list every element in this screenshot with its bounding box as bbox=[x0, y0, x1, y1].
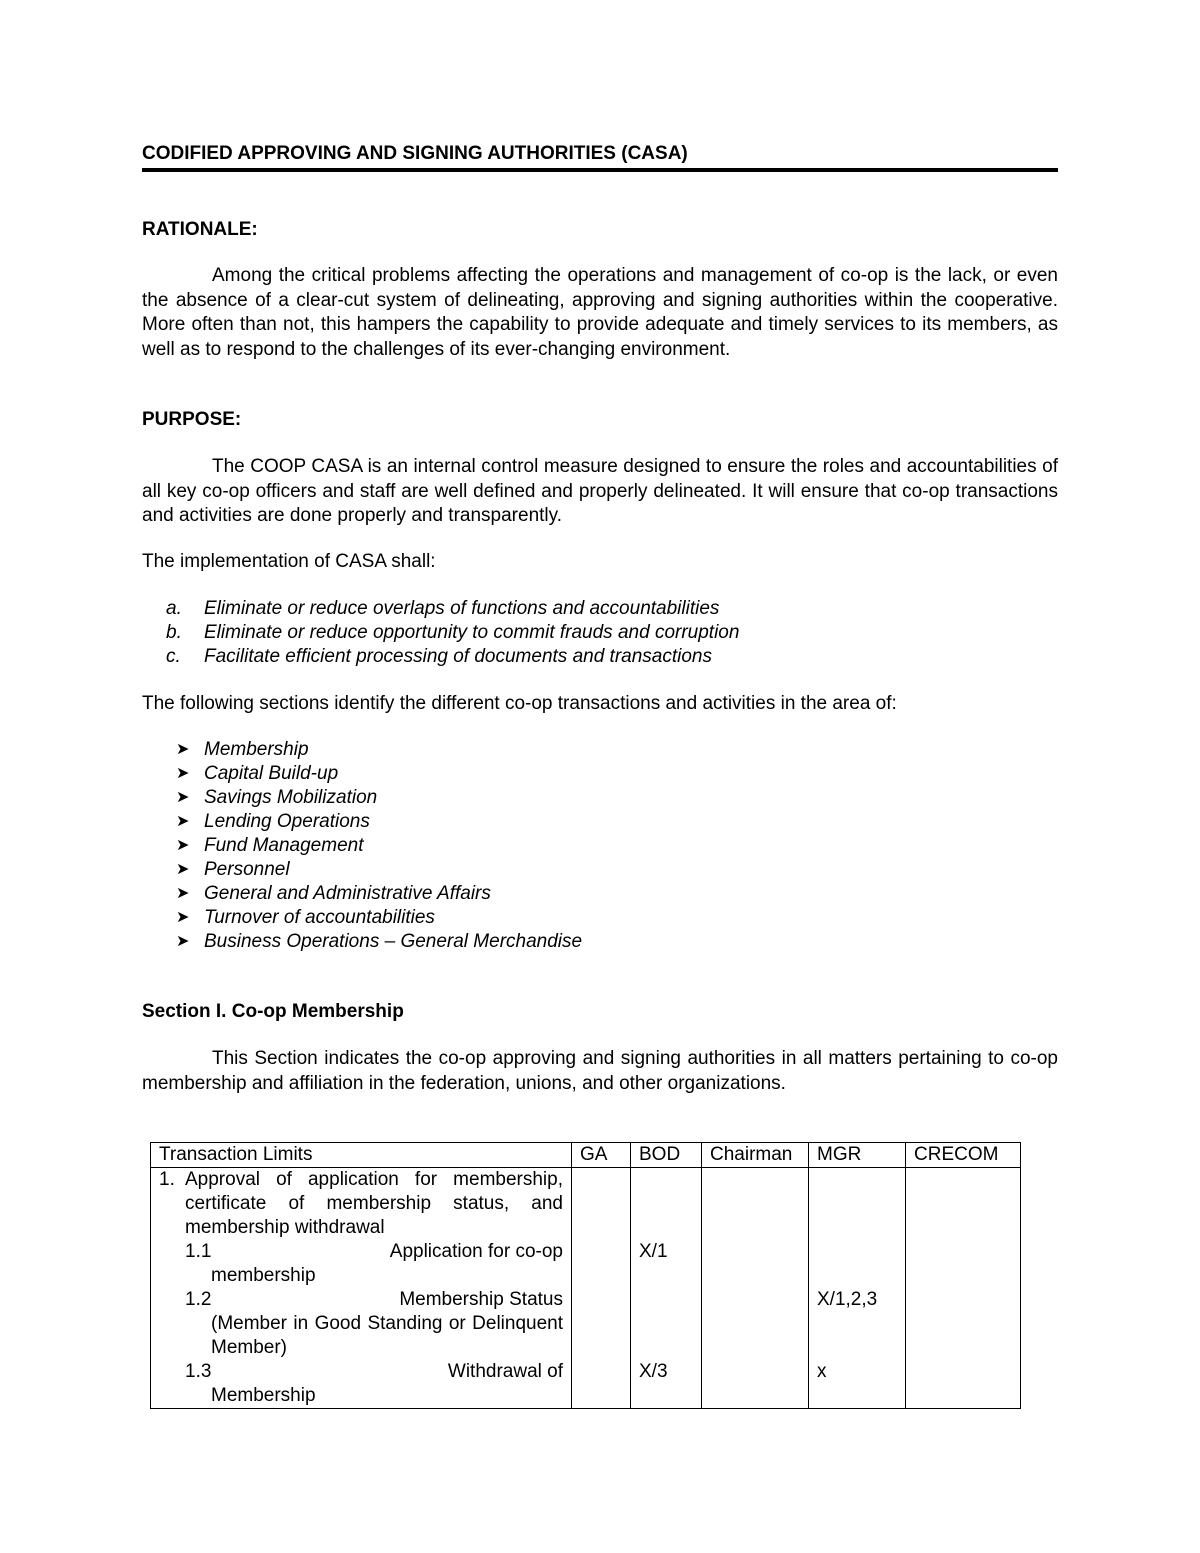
implementation-intro: The implementation of CASA shall: bbox=[142, 551, 436, 572]
list-item: c. Facilitate efficient processing of documents and transactions bbox=[166, 646, 712, 667]
table-header-row bbox=[151, 1143, 1021, 1168]
table-row bbox=[151, 1168, 1021, 1409]
arrow-bullet-icon: ➤ bbox=[176, 861, 190, 878]
column-header: Chairman bbox=[702, 1143, 809, 1168]
list-item: ➤ Personnel bbox=[176, 859, 290, 880]
column-header: Transaction Limits bbox=[151, 1143, 572, 1168]
crecom-cell bbox=[906, 1168, 1021, 1409]
column-header: GA bbox=[572, 1143, 631, 1168]
list-item: a. Eliminate or reduce overlaps of functions and accountabilities bbox=[166, 598, 720, 619]
list-item: ➤ Lending Operations bbox=[176, 811, 370, 832]
document-title: CODIFIED APPROVING AND SIGNING AUTHORITIES (CASA) bbox=[142, 142, 1058, 172]
implementation-list bbox=[166, 597, 739, 669]
section1-paragraph: This Section indicates the co-op approving and signing authorities in all matters pertaining to co-op membership and affiliation in the federation, unions, and other organizations. bbox=[142, 1048, 1058, 1094]
item-1: 1. Approval of application for membership, certificate of membership status, and membership withdrawal bbox=[159, 1169, 563, 1238]
ga-cell bbox=[572, 1168, 631, 1409]
subitem-1-3: 1.3 Withdrawal of Membership bbox=[185, 1361, 563, 1406]
transaction-cell bbox=[151, 1168, 572, 1409]
bod-mark-1-1: X/1 bbox=[639, 1241, 668, 1262]
arrow-bullet-icon: ➤ bbox=[176, 837, 190, 854]
arrow-bullet-icon: ➤ bbox=[176, 813, 190, 830]
list-item: ➤ Capital Build-up bbox=[176, 763, 339, 784]
arrow-bullet-icon: ➤ bbox=[176, 789, 190, 806]
authority-table bbox=[150, 1142, 1021, 1409]
chairman-cell bbox=[702, 1168, 809, 1409]
subitem-1-1: 1.1 Application for co-op membership bbox=[185, 1241, 563, 1286]
list-item: b. Eliminate or reduce opportunity to commit frauds and corruption bbox=[166, 622, 740, 643]
list-item: ➤ Turnover of accountabilities bbox=[176, 907, 435, 928]
arrow-bullet-icon: ➤ bbox=[176, 885, 190, 902]
list-item: ➤ Business Operations – General Merchandise bbox=[176, 931, 583, 952]
mgr-cell bbox=[809, 1168, 906, 1409]
list-item: ➤ Savings Mobilization bbox=[176, 787, 378, 808]
sections-intro: The following sections identify the different co-op transactions and activities in the area of: bbox=[142, 693, 897, 714]
subitem-1-2: 1.2 Membership Status (Member in Good Standing or Delinquent Member) bbox=[185, 1289, 563, 1358]
list-item: ➤ General and Administrative Affairs bbox=[176, 883, 491, 904]
column-header: CRECOM bbox=[906, 1143, 1021, 1168]
rationale-heading: RATIONALE: bbox=[142, 219, 258, 240]
bod-cell bbox=[631, 1168, 702, 1409]
list-item: ➤ Fund Management bbox=[176, 835, 364, 856]
purpose-paragraph: The COOP CASA is an internal control measure designed to ensure the roles and accountabilities of all key co-op officers and staff are well defined and properly delineated. It will ensure that co-op transactions and activities are done properly and transparently. bbox=[142, 456, 1058, 526]
arrow-bullet-icon: ➤ bbox=[176, 765, 190, 782]
column-header: MGR bbox=[809, 1143, 906, 1168]
mgr-mark-1-2: X/1,2,3 bbox=[817, 1289, 878, 1310]
arrow-bullet-icon: ➤ bbox=[176, 933, 190, 950]
list-item: ➤ Membership bbox=[176, 739, 309, 760]
areas-list bbox=[176, 738, 582, 954]
bod-mark-1-3: X/3 bbox=[639, 1361, 668, 1382]
section1-heading: Section I. Co-op Membership bbox=[142, 1001, 404, 1022]
mgr-mark-1-3: x bbox=[817, 1361, 827, 1382]
arrow-bullet-icon: ➤ bbox=[176, 741, 190, 758]
arrow-bullet-icon: ➤ bbox=[176, 909, 190, 926]
column-header: BOD bbox=[631, 1143, 702, 1168]
purpose-heading: PURPOSE: bbox=[142, 409, 242, 430]
rationale-paragraph: Among the critical problems affecting the operations and management of co-op is the lack, or even the absence of a clear-cut system of delineating, approving and signing authorities within the cooperative. More often than not, this hampers the capability to provide adequate and timely services to its members, as well as to respond to the challenges of its ever-changing environment. bbox=[142, 265, 1058, 360]
